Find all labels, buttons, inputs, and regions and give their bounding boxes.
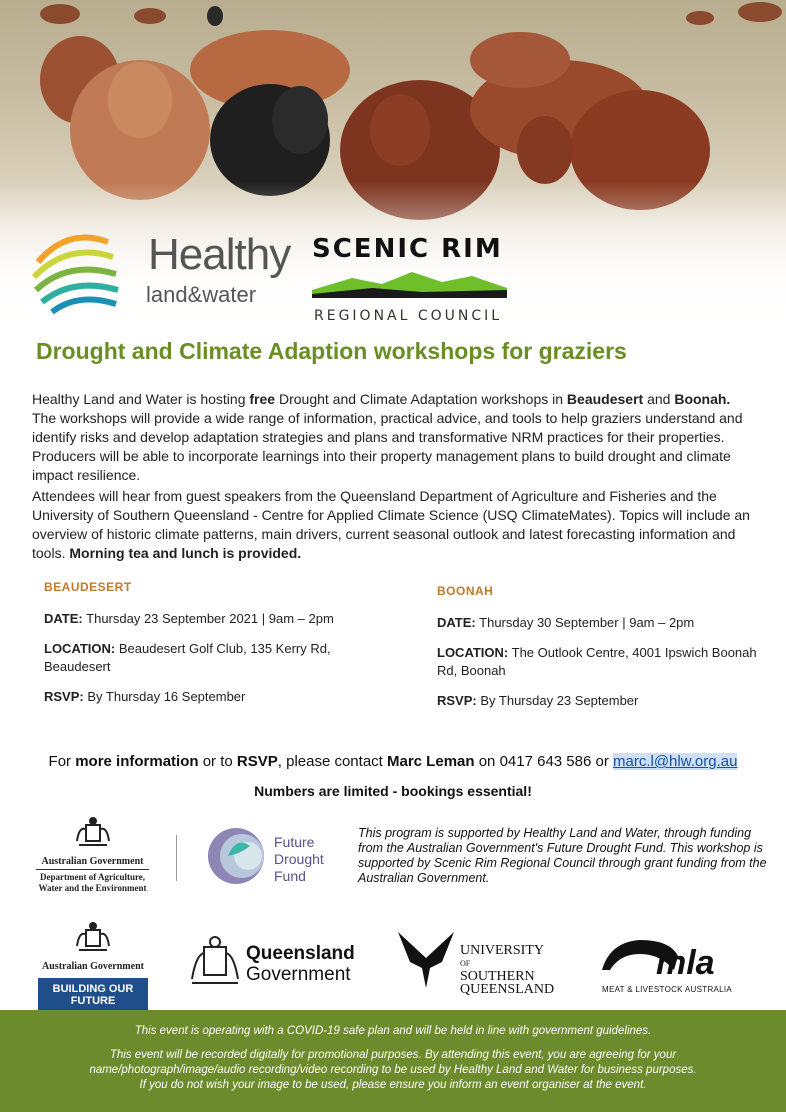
aus-gov-title: Australian Government [36, 856, 149, 870]
limited-notice: Numbers are limited - bookings essential! [254, 783, 532, 799]
contact-rsvp: RSVP [236, 753, 278, 770]
page-title: Drought and Climate Adaption workshops for graziers [36, 338, 627, 364]
fdf-line-1: Future [274, 834, 315, 850]
qld-text [246, 943, 355, 985]
contact-line [0, 753, 786, 770]
workshop-boonah [437, 582, 767, 710]
fdf-line-3: Fund [274, 868, 306, 884]
intro-paragraph-2 [32, 487, 752, 563]
qld-crest-icon [188, 935, 242, 989]
mla-logo [600, 930, 750, 996]
header-logos [0, 218, 786, 328]
intro-boonah: Boonah. [674, 391, 731, 407]
intro-catering: Morning tea and lunch is provided. [69, 545, 302, 561]
footer-line-2: This event will be recorded digitally for promotional purposes. By attending this event, you are agreeing for your [109, 1049, 677, 1061]
rsvp-value: By Thursday 23 September [476, 693, 639, 708]
date-label: DATE: [437, 615, 476, 630]
contact-text: For [48, 753, 76, 770]
usq-of: OF [460, 959, 471, 968]
workshop-name: BEAUDESERT [44, 580, 132, 594]
mla-wordmark: mla [656, 944, 715, 982]
fdf-line-2: Drought [274, 851, 324, 867]
usq-line-1: UNIVERSITY [460, 943, 544, 958]
workshop-beaudesert [44, 578, 374, 706]
intro-text: and [643, 391, 675, 407]
rsvp-label: RSVP: [437, 693, 477, 708]
logo-divider [176, 835, 177, 881]
dept-line-1: Department of Agriculture, [39, 872, 146, 882]
hlw-fingerprint-icon [28, 222, 128, 322]
qld-line-1: Queensland [246, 943, 355, 964]
workshop-rsvp [437, 692, 767, 710]
workshop-location [44, 640, 374, 676]
aus-gov-title: Australian Government [42, 961, 144, 972]
contact-email-link[interactable]: marc.l@hlw.org.au [613, 753, 738, 770]
qld-line-2: Government [246, 964, 351, 985]
dept-line-2: Water and the Environment [38, 883, 147, 893]
intro-text: Drought and Climate Adaptation workshops in [275, 391, 567, 407]
intro-text: Healthy Land and Water is hosting [32, 391, 250, 407]
contact-more-info: more information [75, 753, 199, 770]
date-label: DATE: [44, 611, 83, 626]
usq-text [460, 944, 554, 996]
rsvp-value: By Thursday 16 September [83, 689, 246, 704]
intro-text: The workshops will provide a wide range of information, practical advice, and tools to help graziers understand and identify risks and develop adaptation strategies and plans and transformative NRM practices for their properties. Producers will be able to incorporate learnings into their property management plans to build drought and climate impact resilience. [32, 410, 743, 483]
date-value: Thursday 30 September | 9am – 2pm [475, 615, 695, 630]
aus-gov-dawe-logo [30, 815, 155, 905]
intro-beaudesert: Beaudesert [566, 391, 644, 407]
intro-text: Attendees will hear from guest speakers from the Queensland Department of Agriculture and Fisheries and the University of Southern Queensland - Centre for Applied Climate Science (USQ ClimateMates). Topics will include an overview of historic climate patterns, main drivers, current seasonal outlook and latest forecasting information and tools. [32, 488, 750, 561]
rsvp-label: RSVP: [44, 689, 84, 704]
workshop-rsvp [44, 688, 374, 706]
hlw-word-healthy: Healthy [148, 230, 291, 279]
workshop-location [437, 644, 767, 680]
usq-logo [396, 928, 566, 997]
usq-phoenix-icon [396, 928, 458, 990]
healthy-land-water-logo [28, 222, 298, 322]
location-label: LOCATION: [44, 641, 116, 656]
footer-line-3: name/photograph/image/audio recording/video recording to be used by Healthy Land and Water for business purposes. [89, 1064, 697, 1076]
scenic-rim-title: SCENIC RIM [312, 234, 503, 264]
queensland-gov-logo [188, 935, 358, 990]
scenic-rim-subtitle: REGIONAL COUNCIL [314, 308, 503, 324]
coat-of-arms-icon [73, 920, 113, 954]
contact-text: or to [198, 753, 237, 770]
future-drought-fund-logo [206, 826, 346, 886]
fdf-circle-icon [206, 826, 268, 886]
footer-line-4: If you do not wish your image to be used, please ensure you inform an event organiser at the event. [139, 1079, 647, 1091]
contact-text: , please contact [277, 753, 387, 770]
mountain-icon [312, 268, 512, 302]
aus-gov-building-logo [38, 920, 148, 1012]
scenic-rim-logo [312, 234, 512, 324]
workshop-name: BOONAH [437, 584, 494, 598]
hlw-word-landwater: land&water [146, 282, 257, 307]
usq-line-3: QUEENSLAND [460, 982, 555, 997]
coat-of-arms-icon [73, 815, 113, 849]
fdf-text [274, 834, 324, 885]
location-value: Beaudesert Golf Club, 135 Kerry Rd, Beaudesert [44, 641, 331, 674]
workshop-date [44, 610, 374, 628]
intro-paragraph-1 [32, 390, 752, 485]
building-our-future-banner: BUILDING OUR FUTURE [38, 978, 148, 1012]
contact-name: Marc Leman [387, 753, 475, 770]
contact-phone: on 0417 643 586 or [474, 753, 613, 770]
intro-free: free [249, 391, 276, 407]
usq-line-2: SOUTHERN [460, 969, 535, 984]
workshop-date [437, 614, 767, 632]
location-value: The Outlook Centre, 4001 Ipswich Boonah Rd, Boonah [437, 645, 757, 678]
location-label: LOCATION: [437, 645, 509, 660]
mla-subtitle: MEAT & LIVESTOCK AUSTRALIA [602, 985, 733, 994]
support-statement: This program is supported by Healthy Land and Water, through funding from the Australian Government's Future Drought Fund. This workshop is supported by Scenic Rim Regional Council through grant funding from the Australian Government. [358, 826, 767, 885]
footer-line-1: This event is operating with a COVID-19 safe plan and will be held in line with government guidelines. [134, 1025, 652, 1037]
date-value: Thursday 23 September 2021 | 9am – 2pm [82, 611, 334, 626]
footer-banner [0, 1010, 786, 1112]
